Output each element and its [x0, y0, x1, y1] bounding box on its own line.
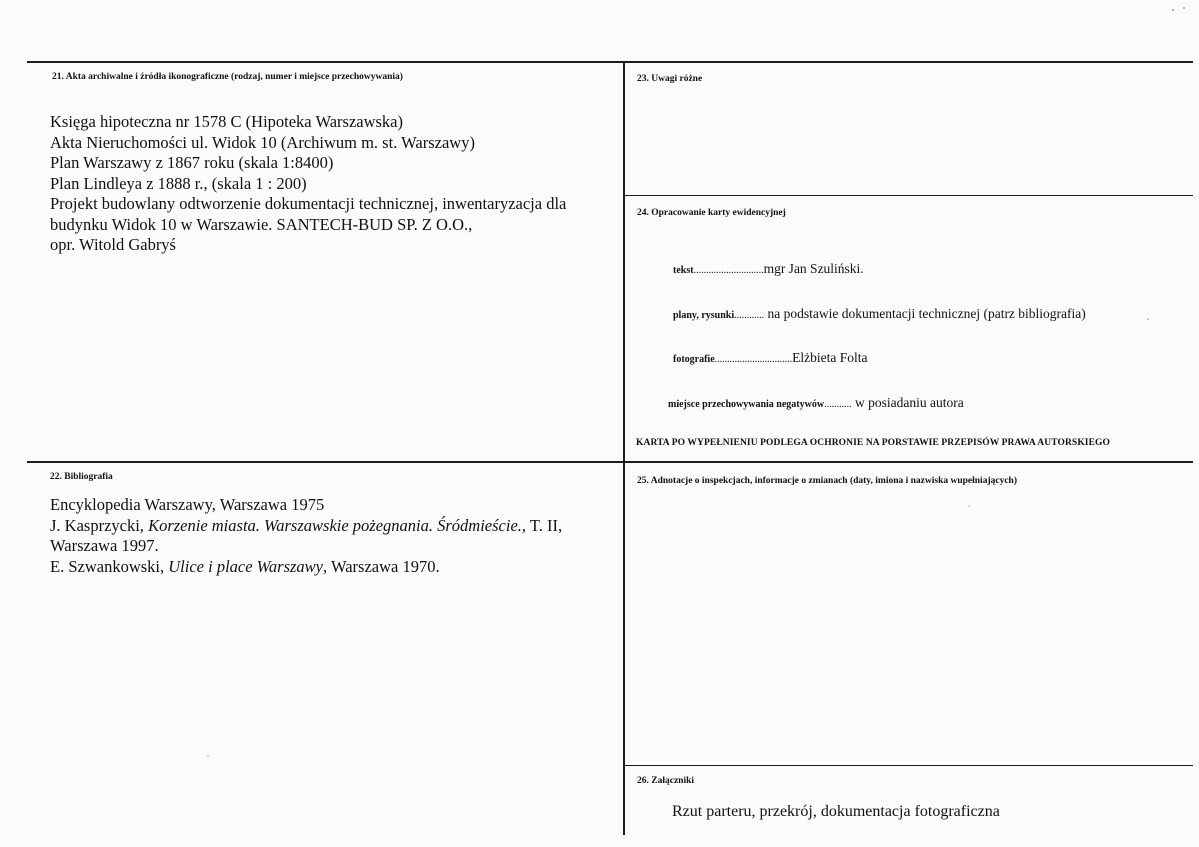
bibliography-author-4: E. Szwankowski,	[50, 556, 169, 576]
miejsce-field	[668, 395, 964, 411]
fotografie-value: Elżbieta Folta	[792, 350, 868, 365]
section-25-label: 25. Adnotacje o inspekcjach, informacje o zmianach (daty, imiona i nazwiska wupełniających)	[637, 476, 1017, 486]
copyright-notice: KARTA PO WYPEŁNIENIU PODLEGA OCHRONIE NA PORSTAWIE PRZEPISÓW PRAWA AUTORSKIEGO	[636, 438, 1111, 448]
plany-field	[673, 306, 1086, 322]
scan-speck	[1147, 318, 1149, 320]
archive-line-2: Akta Nieruchomości ul. Widok 10 (Archiwum m. st. Warszawy)	[50, 132, 475, 152]
bibliography-author-2: J. Kasprzycki,	[50, 515, 149, 535]
fotografie-field	[673, 350, 868, 366]
scan-speck	[968, 505, 970, 507]
section-24-label: 24. Opracowanie karty ewidencyjnej	[637, 208, 786, 218]
center-divider-line	[623, 61, 625, 835]
miejsce-value: w posiadaniu autora	[851, 395, 964, 410]
fotografie-dots: ...............................	[714, 354, 793, 365]
bibliography-rest-4: , Warszawa 1970.	[323, 556, 440, 576]
section-21-label: 21. Akta archiwalne i źródła ikonograficzne (rodzaj, numer i miejsce przechowywania)	[52, 72, 403, 82]
plany-value: na podstawie dokumentacji technicznej (patrz bibliografia)	[764, 306, 1086, 321]
section-23-label: 23. Uwagi różne	[637, 74, 703, 84]
middle-divider-line	[27, 461, 1193, 463]
tekst-value: mgr Jan Szuliński.	[763, 261, 864, 276]
section-22-label: 22. Bibliografia	[50, 472, 113, 482]
bibliography-line-1: Encyklopedia Warszawy, Warszawa 1975	[50, 495, 325, 514]
scan-speck	[1172, 9, 1174, 11]
archive-line-3: Plan Warszawy z 1867 roku (skala 1:8400)	[50, 153, 334, 172]
plany-dots: ............	[734, 310, 765, 321]
bibliography-line-4	[50, 557, 562, 578]
bibliography-title-2: Korzenie miasta. Warszawskie pożegnania. Śródmieście.,	[148, 515, 527, 535]
miejsce-dots: ...........	[824, 399, 852, 410]
bibliography-line-3: Warszawa 1997.	[50, 536, 159, 555]
fotografie-label: fotografie	[673, 354, 715, 365]
right-divider-25-26	[624, 765, 1193, 766]
archive-line-7: opr. Witold Gabryś	[50, 235, 176, 254]
attachments-value: Rzut parteru, przekrój, dokumentacja fotograficzna	[672, 803, 1000, 820]
right-divider-23-24	[624, 195, 1193, 196]
archive-line-4: Plan Lindleya z 1888 r., (skala 1 : 200)	[50, 173, 307, 193]
bibliography-rest-2: T. II,	[526, 515, 563, 535]
miejsce-label: miejsce przechowywania negatywów	[668, 399, 825, 410]
tekst-label: tekst	[673, 265, 694, 276]
section-26-label: 26. Załączniki	[637, 776, 695, 786]
tekst-field	[673, 261, 864, 277]
scan-speck	[1183, 7, 1185, 9]
section-22-content	[50, 495, 562, 577]
archive-line-1: Księga hipoteczna nr 1578 C (Hipoteka Warszawska)	[50, 112, 404, 131]
plany-label: plany, rysunki	[673, 310, 735, 321]
bibliography-title-4: Ulice i place Warszawy	[168, 556, 323, 576]
archive-line-5: Projekt budowlany odtworzenie dokumentacji technicznej, inwentaryzacja dla	[50, 194, 567, 213]
top-border-line	[27, 61, 1193, 63]
tekst-dots: ............................	[693, 265, 764, 276]
scan-speck	[207, 755, 209, 757]
bibliography-line-2	[50, 516, 562, 537]
archive-line-6: budynku Widok 10 w Warszawie. SANTECH-BUD SP. Z O.O.,	[50, 214, 473, 234]
section-21-content	[50, 112, 566, 256]
